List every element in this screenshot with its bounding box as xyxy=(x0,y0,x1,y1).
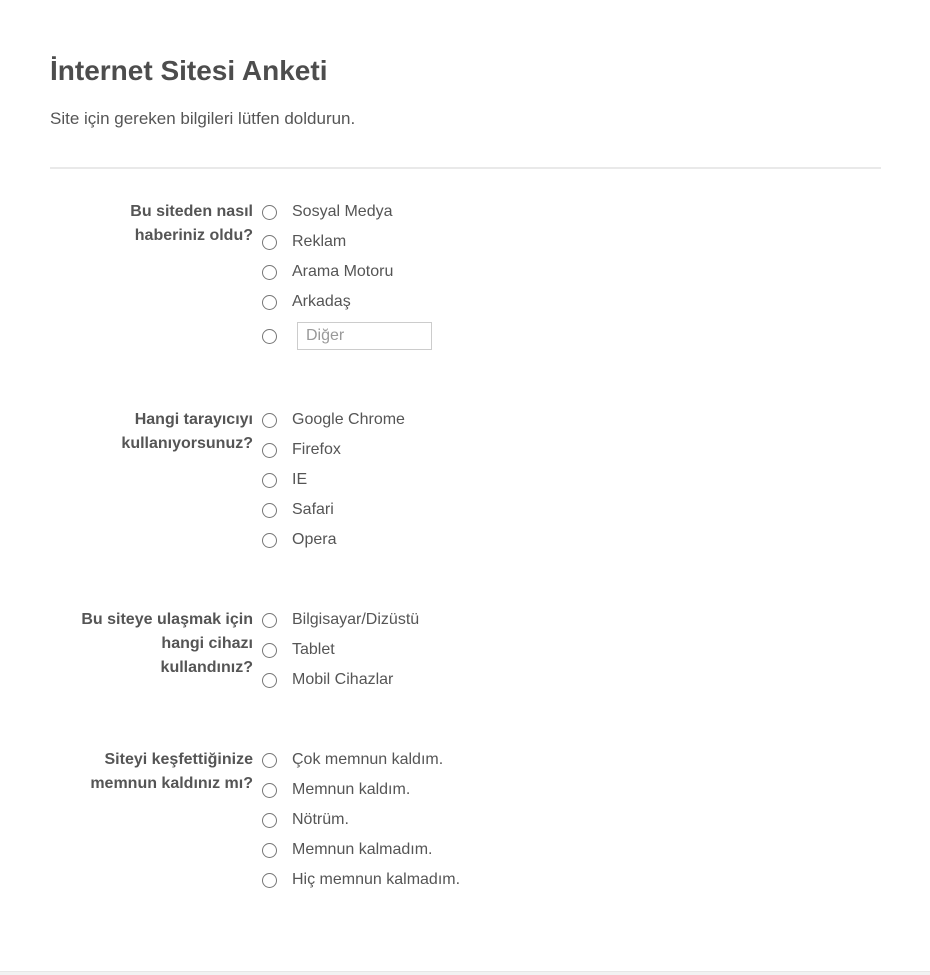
radio-button-icon[interactable] xyxy=(262,265,277,280)
radio-option-label: Tablet xyxy=(292,641,335,658)
radio-button-icon[interactable] xyxy=(262,413,277,428)
radio-option[interactable] xyxy=(262,197,432,227)
radio-option-label: Reklam xyxy=(292,233,347,250)
form-subtitle: Site için gereken bilgileri lütfen doldurun. xyxy=(50,109,356,128)
radio-button-icon[interactable] xyxy=(262,533,277,548)
question-row-2 xyxy=(50,405,881,555)
radio-option-label: Çok memnun kaldım. xyxy=(292,751,444,768)
radio-option-label: Memnun kaldım. xyxy=(292,781,411,798)
radio-option[interactable] xyxy=(262,745,460,775)
radio-option-label: IE xyxy=(292,471,308,488)
radio-option-label: Firefox xyxy=(292,441,341,458)
question-options xyxy=(262,605,419,695)
radio-option[interactable] xyxy=(262,605,419,635)
radio-option-label: Hiç memnun kalmadım. xyxy=(292,871,461,888)
form-title: İnternet Sitesi Anketi xyxy=(50,55,328,86)
radio-option[interactable] xyxy=(262,495,405,525)
radio-button-icon[interactable] xyxy=(262,443,277,458)
question-label: Bu siteden nasıl haberiniz oldu? xyxy=(130,203,253,244)
question-label: Siteyi keşfettiğinize memnun kaldınız mı? xyxy=(90,751,253,792)
divider xyxy=(50,167,881,169)
radio-option-label: Opera xyxy=(292,531,337,548)
radio-button-icon[interactable] xyxy=(262,503,277,518)
radio-button-icon[interactable] xyxy=(262,613,277,628)
page-bottom-strip xyxy=(0,971,930,975)
radio-option-other xyxy=(262,317,432,355)
radio-option[interactable] xyxy=(262,227,432,257)
radio-button-icon[interactable] xyxy=(262,813,277,828)
radio-option[interactable] xyxy=(262,287,432,317)
radio-option-label: Mobil Cihazlar xyxy=(292,671,394,688)
radio-option-label: Safari xyxy=(292,501,334,518)
question-options xyxy=(262,197,432,355)
radio-option[interactable] xyxy=(262,435,405,465)
radio-option[interactable] xyxy=(262,635,419,665)
radio-button-icon[interactable] xyxy=(262,473,277,488)
question-options xyxy=(262,745,460,895)
radio-option-label: Arama Motoru xyxy=(292,263,394,280)
radio-button-icon[interactable] xyxy=(262,753,277,768)
radio-option[interactable] xyxy=(262,465,405,495)
radio-option-label: Sosyal Medya xyxy=(292,203,393,220)
question-row-1 xyxy=(50,197,881,355)
radio-option[interactable] xyxy=(262,525,405,555)
radio-option[interactable] xyxy=(262,835,460,865)
radio-option-label: Nötrüm. xyxy=(292,811,349,828)
radio-option[interactable] xyxy=(262,865,460,895)
radio-option[interactable] xyxy=(262,665,419,695)
radio-button-icon[interactable] xyxy=(262,295,277,310)
radio-option-label: Google Chrome xyxy=(292,411,405,428)
radio-button-icon[interactable] xyxy=(262,843,277,858)
radio-option[interactable] xyxy=(262,775,460,805)
radio-button-icon[interactable] xyxy=(262,673,277,688)
radio-option[interactable] xyxy=(262,405,405,435)
radio-button-icon[interactable] xyxy=(262,205,277,220)
radio-option[interactable] xyxy=(262,257,432,287)
question-options xyxy=(262,405,405,555)
radio-button-icon[interactable] xyxy=(262,873,277,888)
radio-button-icon[interactable] xyxy=(262,643,277,658)
radio-option[interactable] xyxy=(262,805,460,835)
other-text-input[interactable] xyxy=(297,322,432,350)
radio-button-icon[interactable] xyxy=(262,235,277,250)
radio-option-label: Arkadaş xyxy=(292,293,351,310)
radio-button-icon[interactable] xyxy=(262,329,277,344)
question-row-4 xyxy=(50,745,881,895)
radio-option-label: Memnun kalmadım. xyxy=(292,841,433,858)
question-row-3 xyxy=(50,605,881,695)
questions xyxy=(50,197,881,895)
radio-option-label: Bilgisayar/Dizüstü xyxy=(292,611,420,628)
question-label: Bu siteye ulaşmak için hangi cihazı kullandınız? xyxy=(81,611,253,676)
radio-button-icon[interactable] xyxy=(262,783,277,798)
question-label: Hangi tarayıcıyı kullanıyorsunuz? xyxy=(121,411,253,452)
